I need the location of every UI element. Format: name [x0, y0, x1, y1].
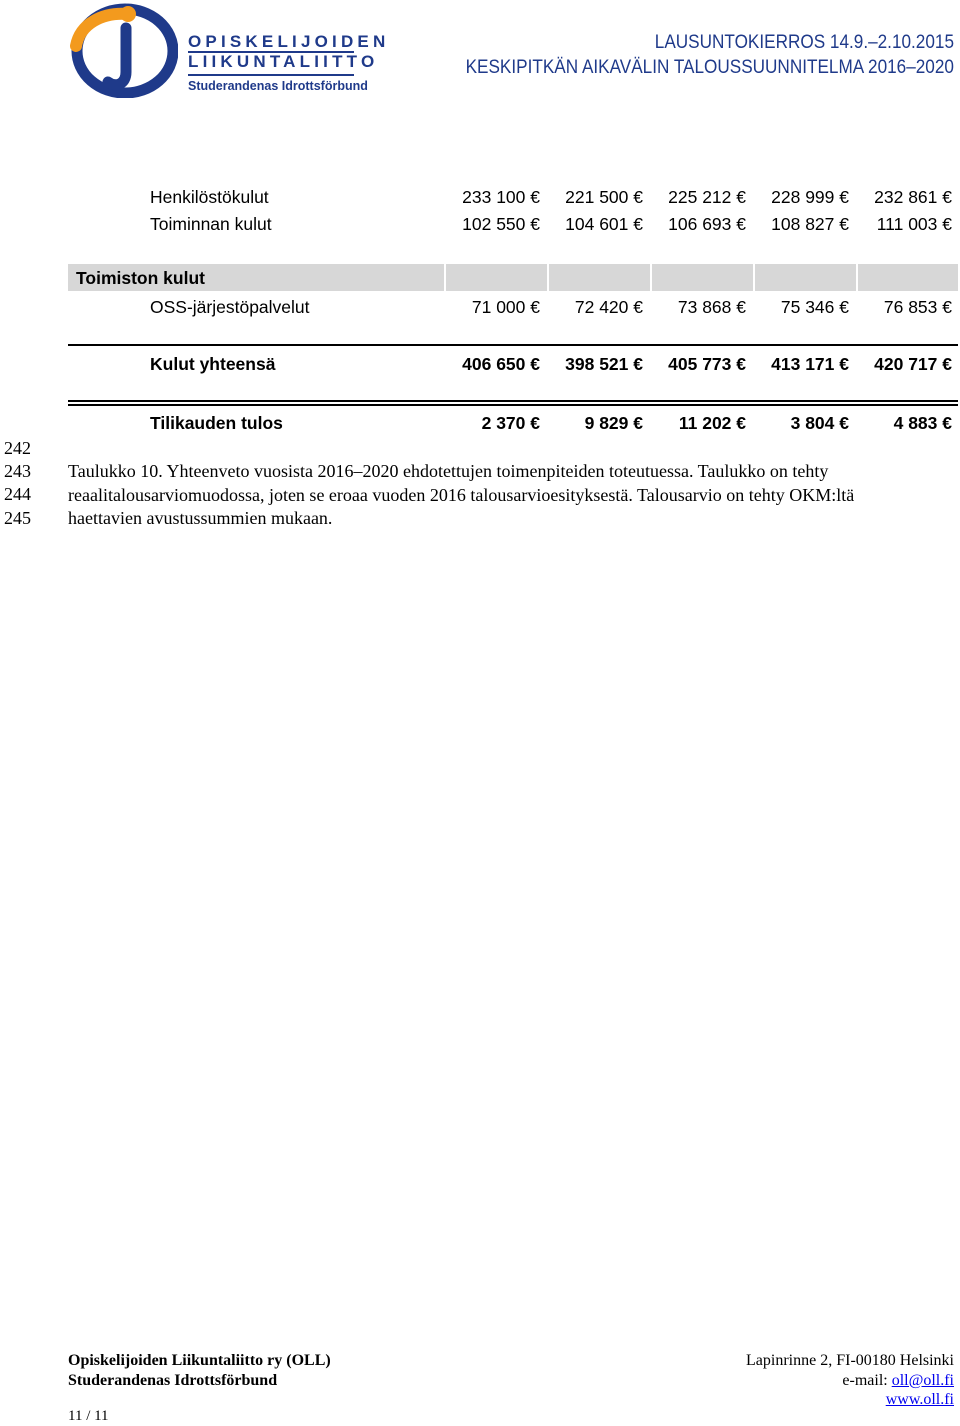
cell-2016: 2 370 € — [481, 413, 540, 433]
cell-2016: 233 100 € — [462, 187, 540, 207]
cell-2017: 398 521 € — [565, 354, 643, 374]
cell-2017: 104 601 € — [565, 214, 643, 234]
caption-line: reaalitalousarviomuodossa, joten se eroaa vuoden 2016 talousarvioesityksestä. Talousarvio on tehty OKM:ltä — [68, 484, 855, 505]
band-divider — [856, 264, 858, 291]
footer-web-link[interactable]: www.oll.fi — [885, 1391, 954, 1408]
oll-emblem-icon — [68, 2, 178, 98]
footer-org-name: Opiskelijoiden Liikuntaliitto ry (OLL) — [68, 1352, 331, 1369]
oll-logo — [68, 2, 390, 98]
footer-email-line — [746, 1371, 954, 1391]
cell-2019: 228 999 € — [771, 187, 849, 207]
section-header-band — [68, 264, 958, 291]
line-number: 243 — [4, 461, 31, 481]
logo-divider — [188, 74, 354, 76]
footer-email-link[interactable]: oll@oll.fi — [891, 1371, 954, 1389]
cell-2020: 4 883 € — [893, 413, 952, 433]
line-number: 242 — [4, 438, 31, 458]
cell-2018: 405 773 € — [668, 354, 746, 374]
footer-address: Lapinrinne 2, FI-00180 Helsinki — [746, 1352, 954, 1369]
band-divider — [650, 264, 652, 291]
section-title: Toimiston kulut — [76, 268, 205, 288]
caption-line: haettavien avustussummien mukaan. — [68, 508, 333, 528]
cell-2016: 406 650 € — [462, 354, 540, 374]
band-divider — [547, 264, 549, 291]
row-label: Toiminnan kulut — [150, 214, 272, 234]
cell-2018: 106 693 € — [668, 214, 746, 234]
cell-2017: 221 500 € — [565, 187, 643, 207]
footer-contact — [746, 1351, 954, 1410]
table-row — [68, 211, 958, 237]
table-row — [68, 184, 958, 210]
table-caption — [68, 460, 960, 531]
cell-2018: 11 202 € — [678, 413, 746, 433]
cell-2016: 71 000 € — [471, 297, 540, 317]
band-divider — [753, 264, 755, 291]
table-row — [68, 294, 958, 320]
cell-2017: 9 829 € — [584, 413, 643, 433]
page-number: 11 / 11 — [68, 1408, 109, 1424]
cell-2018: 73 868 € — [677, 297, 746, 317]
caption-line: Taulukko 10. Yhteenveto vuosista 2016–2020 ehdotettujen toimenpiteiden toteutuessa. Taulukko on tehty — [68, 461, 829, 481]
double-rule-top — [68, 400, 958, 402]
header-line-1: LAUSUNTOKIERROS 14.9.–2.10.2015 — [654, 31, 954, 53]
line-number: 245 — [4, 508, 31, 528]
band-divider — [444, 264, 446, 291]
cell-2020: 420 717 € — [874, 354, 952, 374]
logo-line-1: OPISKELIJOIDEN — [188, 32, 390, 51]
cell-2020: 232 861 € — [874, 187, 952, 207]
row-label: Henkilöstökulut — [150, 187, 269, 207]
row-label: Tilikauden tulos — [150, 413, 283, 433]
cell-2019: 75 346 € — [780, 297, 849, 317]
table-row — [68, 351, 958, 377]
cell-2020: 76 853 € — [883, 297, 952, 317]
table-row — [68, 410, 958, 436]
header-line-2: KESKIPITKÄN AIKAVÄLIN TALOUSSUUNNITELMA 2016–2020 — [465, 56, 954, 78]
logo-line-2: LIIKUNTALIITTO — [188, 52, 379, 71]
cell-2020: 111 003 € — [876, 214, 952, 234]
cell-2019: 413 171 € — [771, 354, 849, 374]
total-rule — [68, 344, 958, 346]
row-label: OSS-järjestöpalvelut — [150, 297, 310, 317]
logo-line-3: Studerandenas Idrottsförbund — [188, 79, 368, 93]
line-number: 244 — [4, 484, 31, 504]
cell-2019: 3 804 € — [790, 413, 849, 433]
double-rule-bottom — [68, 404, 958, 406]
footer-org-name-sv: Studerandenas Idrottsförbund — [68, 1371, 278, 1389]
cell-2016: 102 550 € — [462, 214, 540, 234]
footer-email-label: e-mail: — [842, 1371, 892, 1389]
row-label: Kulut yhteensä — [150, 354, 276, 374]
cell-2018: 225 212 € — [668, 187, 746, 207]
cell-2019: 108 827 € — [771, 214, 849, 234]
cell-2017: 72 420 € — [574, 297, 643, 317]
footer-organization — [68, 1351, 331, 1390]
